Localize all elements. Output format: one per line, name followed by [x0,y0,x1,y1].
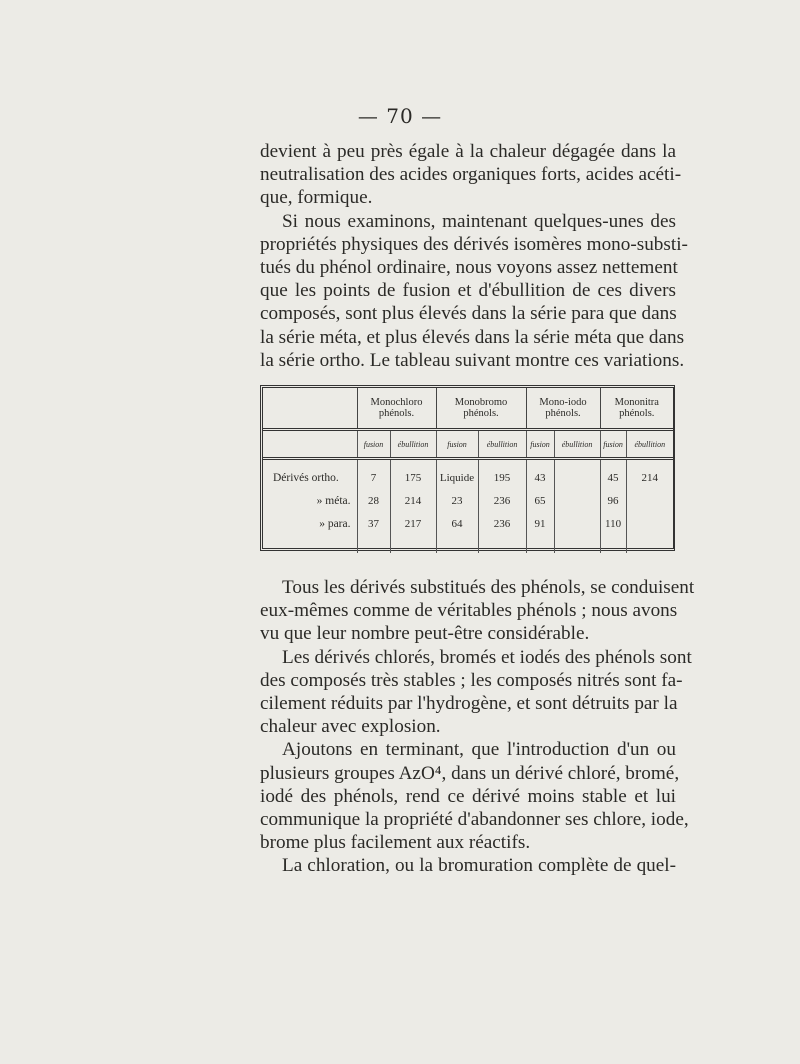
row-label: » méta. [316,494,351,507]
table-cell [626,489,673,512]
table-cell: 45 [600,459,626,490]
subheader: ébullition [554,430,600,459]
table-cell: 217 [390,512,436,535]
text-line: tués du phénol ordinaire, nous voyons assez nettement [260,256,678,278]
subheader: ébullition [626,430,673,459]
table-cell: 23 [436,489,478,512]
text-line: neutralisation des acides organiques forts, acides acéti- [260,164,682,186]
text-line: La chloration, ou la bromuration complète de quel- [282,855,676,877]
group-header: Monochloro phénols. [357,388,436,430]
paragraph [260,646,692,739]
table-cell: 65 [526,489,554,512]
subheader: ébullition [390,430,436,459]
text-line: composés, sont plus élevés dans la série para que dans [260,303,677,325]
table-row [263,459,673,490]
table-subheader-row [263,430,673,459]
text-line: Les dérivés chlorés, bromés et iodés des phénols sont [282,646,692,668]
text-line: propriétés physiques des dérivés isomères mono-substi- [260,233,688,255]
group-header: Mononitra phénols. [600,388,673,430]
text-line: Si nous examinons, maintenant quelques-unes des [282,210,676,232]
text-line: chaleur avec explosion. [260,716,441,738]
table-row [263,489,673,512]
subheader: fusion [600,430,626,459]
paragraph [260,140,682,210]
table-cell: 7 [357,459,390,490]
paragraph [260,738,689,854]
subheader: fusion [357,430,390,459]
table-cell: 236 [478,489,526,512]
text-block-top [260,140,688,372]
table-cell: 214 [626,459,673,490]
table-cell: 91 [526,512,554,535]
table-corner [263,430,357,459]
table-cell: 175 [390,459,436,490]
paragraph [260,854,676,877]
text-line: eux-mêmes comme de véritables phénols ; nous avons [260,600,678,622]
text-line: brome plus facilement aux réactifs. [260,832,531,854]
table-cell [554,512,600,535]
table-cell [554,489,600,512]
text-line: devient à peu près égale à la chaleur dégagée dans la [260,141,676,162]
table-cell: 195 [478,459,526,490]
group-header: Monobromo phénols. [436,388,526,430]
row-label: Dérivés ortho. [273,471,339,484]
text-block-bottom [260,576,695,877]
table-cell [554,459,600,490]
table-row [263,512,673,535]
table-cell [626,512,673,535]
table-corner [263,388,357,430]
text-line: cilement réduits par l'hydrogène, et sont détruits par la [260,692,678,714]
phenol-properties-table [263,388,673,553]
text-line: Ajoutons en terminant, que l'introduction d'un ou [282,739,676,761]
subheader: ébullition [478,430,526,459]
text-line: Tous les dérivés substitués des phénols, se conduisent [282,577,695,598]
text-line: que les points de fusion et d'ébullition de ces divers [260,280,676,302]
text-line: communique la propriété d'abandonner ses chlore, iode, [260,808,689,830]
text-line: plusieurs groupes AzO⁴, dans un dérivé chloré, bromé, [260,762,680,784]
table-cell: 28 [357,489,390,512]
table-cell: 214 [390,489,436,512]
text-line: vu que leur nombre peut-être considérable. [260,623,590,645]
row-label: » para. [319,517,351,530]
table-cell: 37 [357,512,390,535]
text-line: la série ortho. Le tableau suivant montre ces variations. [260,349,685,371]
text-line: des composés très stables ; les composés nitrés sont fa- [260,669,683,691]
subheader: fusion [436,430,478,459]
paragraph [260,210,688,372]
table-cell: 110 [600,512,626,535]
group-header: Mono-iodo phénols. [526,388,600,430]
table-cell: Liquide [436,459,478,490]
text-line: iodé des phénols, rend ce dérivé moins stable et lui [260,785,676,807]
text-line: que, formique. [260,187,373,209]
data-table [260,385,675,551]
table-cell: 43 [526,459,554,490]
table-cell: 64 [436,512,478,535]
text-line: la série méta, et plus élevés dans la série méta que dans [260,326,685,348]
table-cell: 236 [478,512,526,535]
table-spacer-row [263,535,673,553]
table-group-header-row [263,388,673,430]
subheader: fusion [526,430,554,459]
table-cell: 96 [600,489,626,512]
paragraph [260,576,695,646]
page-number: — 70 — [357,104,443,128]
